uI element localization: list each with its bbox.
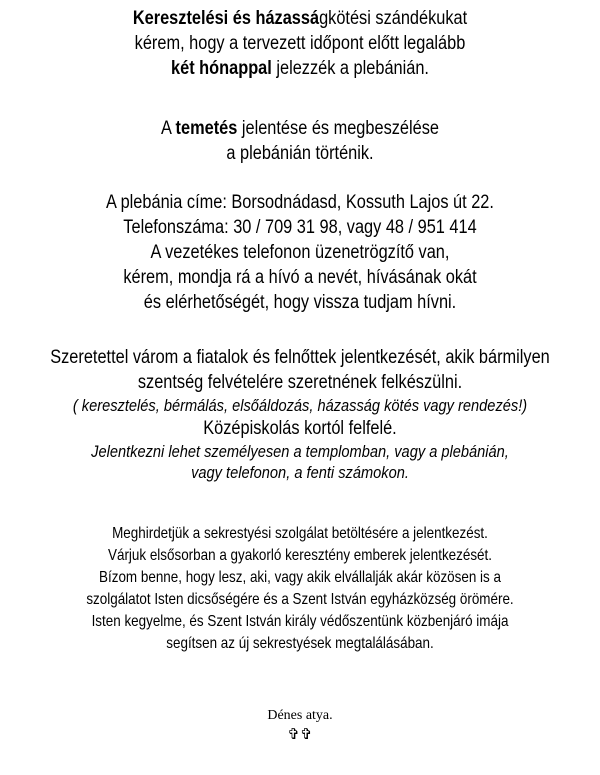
signature-name: Dénes atya. — [267, 708, 333, 723]
answering-machine-line-1: A vezetékes telefonon üzenetrögzítő van, — [150, 242, 450, 263]
funeral-notice — [0, 116, 600, 166]
baptism-line-2: kérem, hogy a tervezett időpont előtt legalább — [134, 33, 466, 54]
parish-phone: Telefonszáma: 30 / 709 31 98, vagy 48 / 951 414 — [123, 217, 477, 238]
funeral-rest-text: jelentése és megbeszélése — [237, 118, 439, 139]
sacraments-line-1: Szeretettel várom a fiatalok és felnőttek jelentkezését, akik bármilyen — [50, 347, 550, 368]
sacristan-line-2: Várjuk elsősorban a gyakorló keresztény emberek jelentkezését. — [108, 547, 492, 564]
two-months-bold-text: két hónappal — [171, 58, 272, 79]
age-requirement: Középiskolás kortól felfelé. — [203, 418, 397, 439]
baptism-marriage-notice — [0, 6, 600, 81]
sacrament-preparation-notice — [0, 345, 600, 483]
signature — [0, 707, 600, 743]
funeral-bold-text: temetés — [175, 118, 238, 139]
answering-machine-line-2: kérem, mondja rá a hívó a nevét, hívásának okát — [123, 267, 477, 288]
parish-address: A plebánia címe: Borsodnádasd, Kossuth Lajos út 22. — [106, 192, 494, 213]
application-info-line-1: Jelentkezni lehet személyesen a templomban, vagy a plebánián, — [91, 442, 509, 461]
double-cross-icon: ✞✞ — [287, 725, 313, 743]
sacraments-line-2: szentség felvételére szeretnének felkészülni. — [137, 372, 463, 393]
sacristan-line-6: segítsen az új sekrestyések megtalálásában. — [166, 635, 434, 652]
baptism-rest-text: gkötési szándékukat — [319, 8, 468, 29]
parish-contact-info — [0, 190, 600, 315]
sacristan-line-1: Meghirdetjük a sekrestyési szolgálat betöltésére a jelentkezést. — [112, 525, 488, 542]
answering-machine-line-3: és elérhetőségét, hogy vissza tudjam hívni. — [143, 292, 457, 313]
sacristan-line-4: szolgálatot Isten dicsőségére és a Szent István egyházközség örömére. — [86, 591, 514, 608]
sacristan-line-3: Bízom benne, hogy lesz, aki, vagy akik elvállalják akár közösen is a — [99, 569, 501, 586]
funeral-line-2: a plebánián történik. — [226, 143, 374, 164]
baptism-line-1 — [42, 6, 558, 31]
funeral-prefix: A — [161, 118, 176, 139]
funeral-line-1 — [42, 116, 558, 141]
application-info-line-2: vagy telefonon, a fenti számokon. — [191, 463, 409, 482]
sacristan-line-5: Isten kegyelme, és Szent István király védőszentünk közbenjáró imája — [91, 613, 509, 630]
baptism-line-3-rest: jelezzék a plebánián. — [271, 58, 429, 79]
baptism-line-3 — [42, 56, 558, 81]
sacraments-list: ( keresztelés, bérmálás, elsőáldozás, házasság kötés vagy rendezés!) — [72, 396, 528, 415]
sacristan-call-notice — [0, 523, 600, 655]
baptism-bold-text: Keresztelési és házassá — [132, 8, 320, 29]
